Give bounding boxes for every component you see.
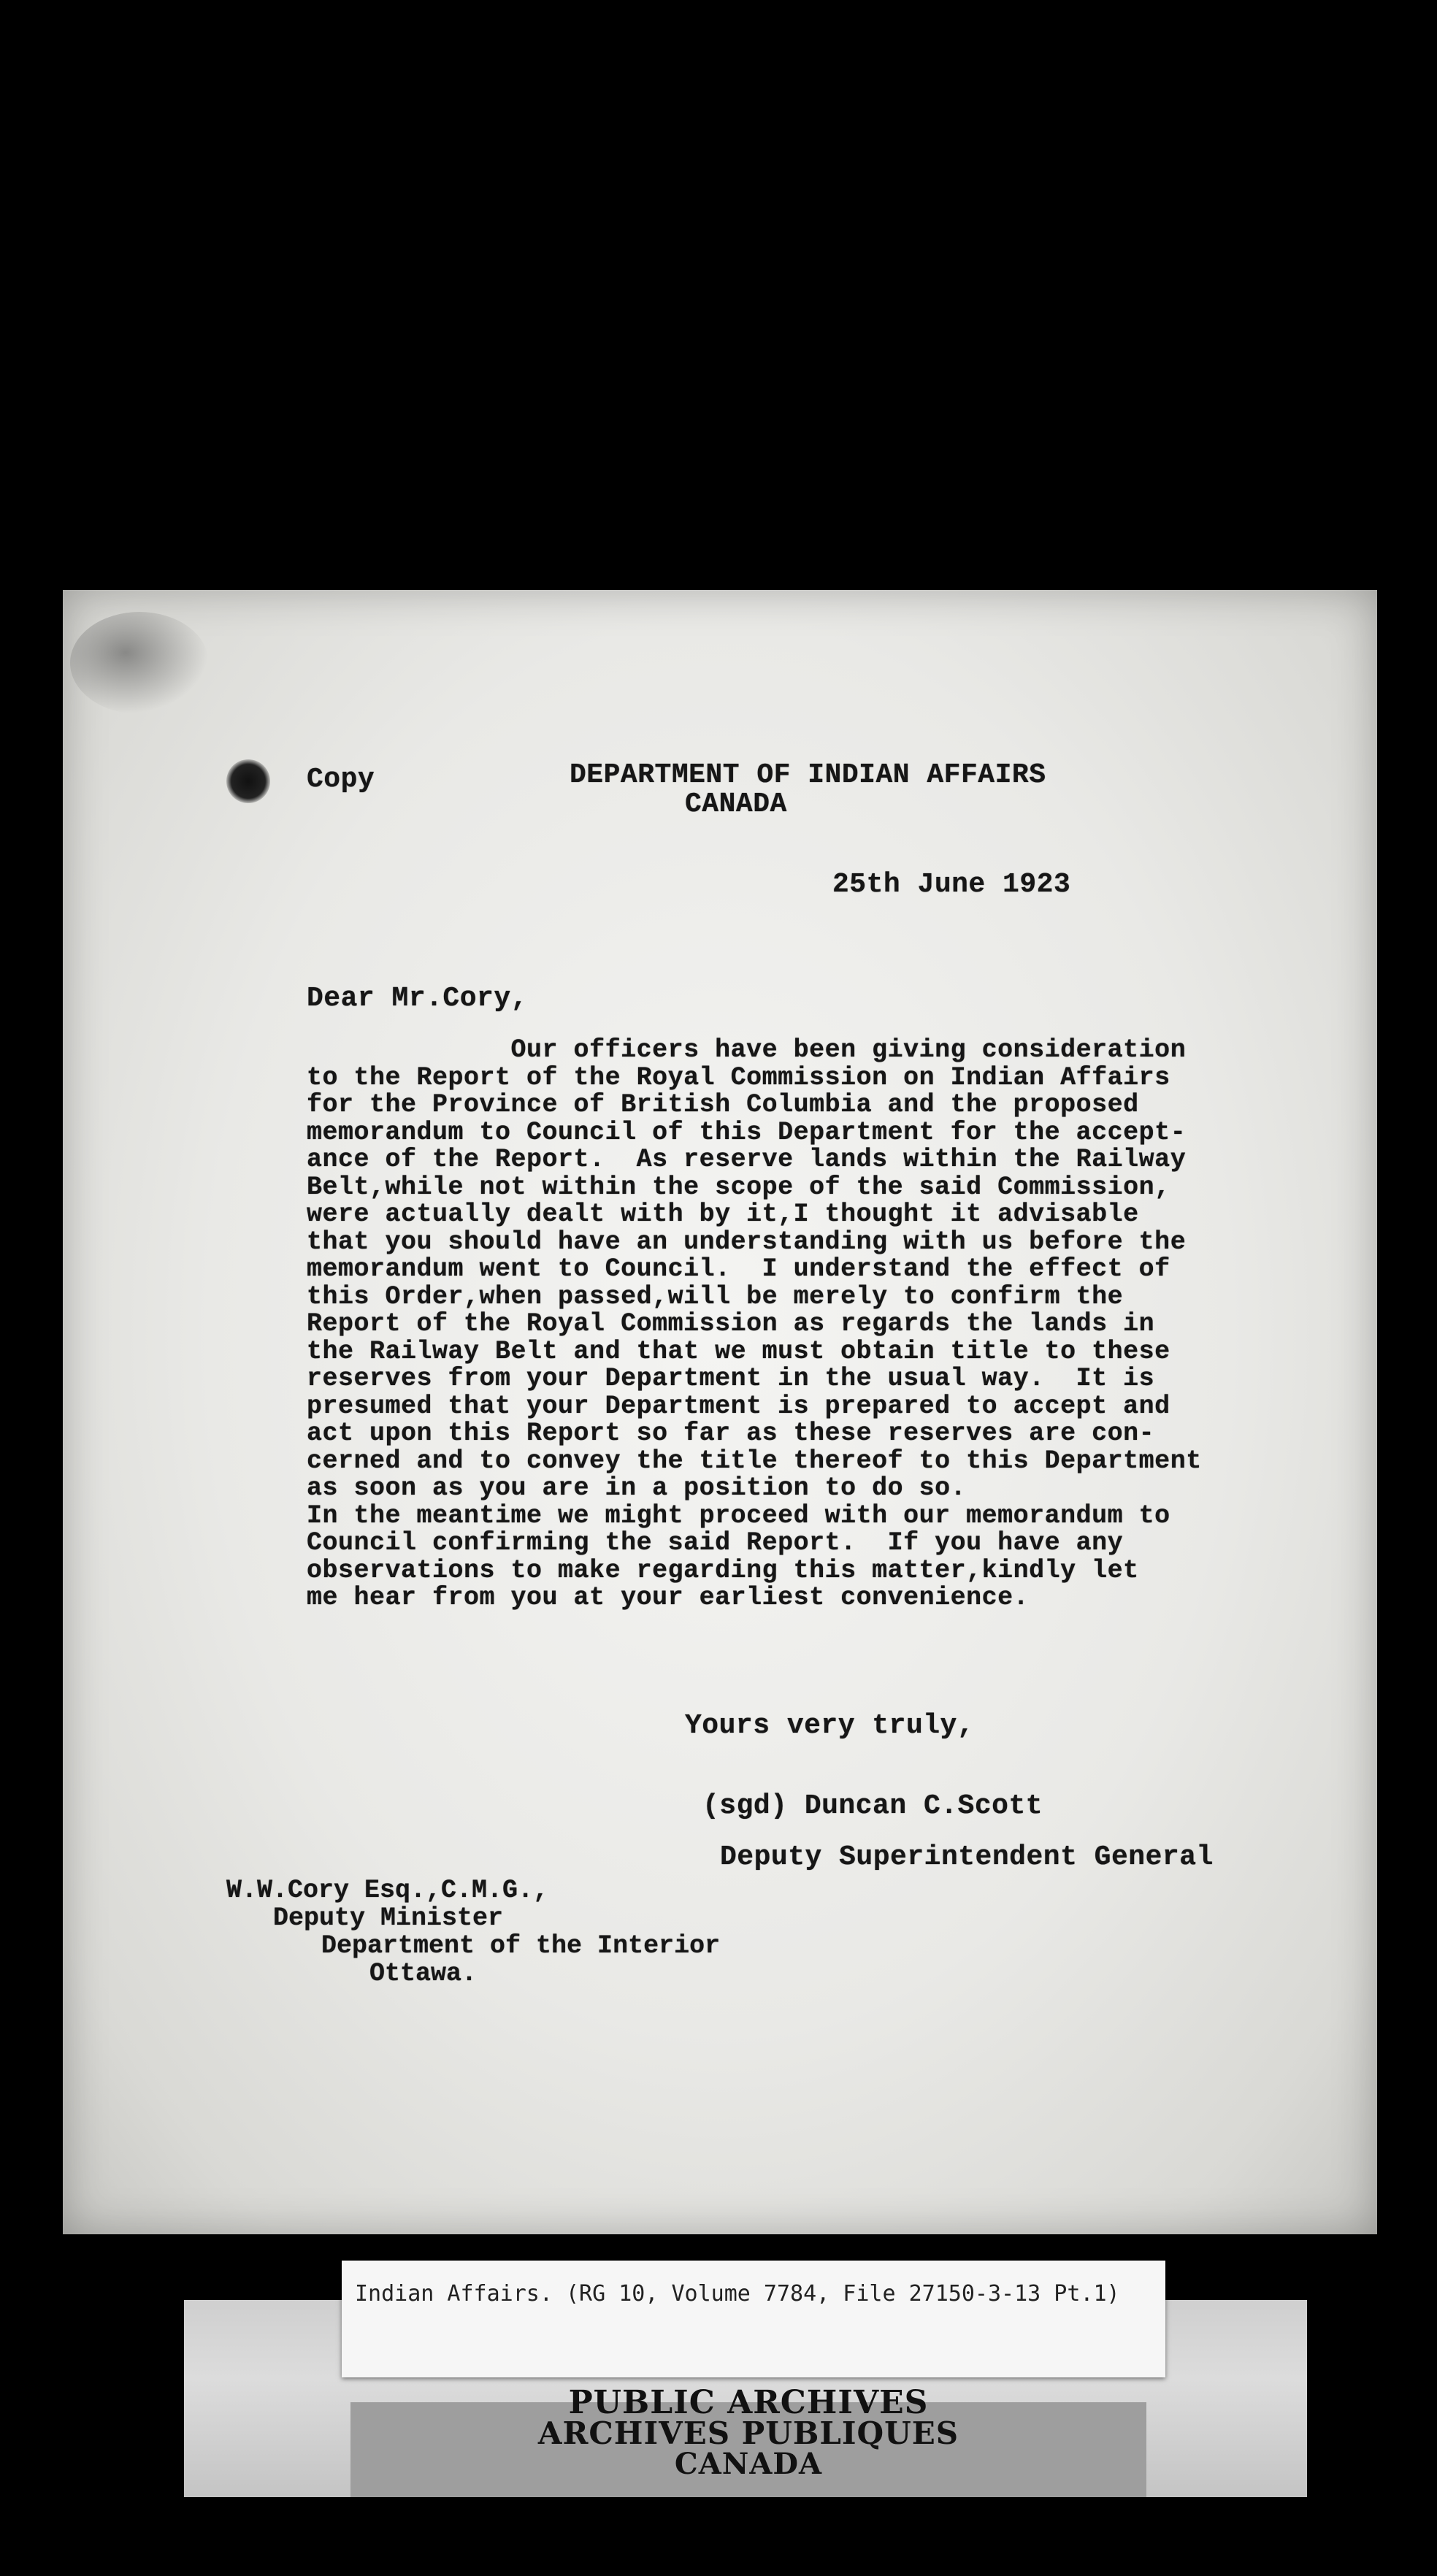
body-line: Our officers have been giving consideration [307,1035,1187,1065]
department-heading: DEPARTMENT OF INDIAN AFFAIRS [570,759,1046,791]
body-line: me hear from you at your earliest convenience. [307,1583,1030,1612]
ink-blot [226,759,270,803]
body-line: ance of the Report. As reserve lands within the Railway [307,1145,1187,1174]
archive-stamp-country: CANADA [674,2447,823,2481]
archive-stamp-french: ARCHIVES PUBLIQUES [537,2415,959,2451]
body-line: observations to make regarding this matter,kindly let [307,1555,1139,1585]
closing: Yours very truly, [685,1710,975,1741]
body-line: the Railway Belt and that we must obtain title to these [307,1336,1170,1366]
letter-page [63,590,1377,2234]
body-line: Report of the Royal Commission as regards the lands in [307,1309,1155,1338]
letter-date: 25th June 1923 [832,869,1071,900]
body-line: act upon this Report so far as these reserves are con- [307,1419,1155,1448]
body-line: memorandum to Council of this Department for the accept- [307,1117,1187,1147]
body-line: In the meantime we might proceed with our memorandum to [307,1500,1170,1530]
archive-reference-label [342,2261,1165,2377]
body-line: to the Report of the Royal Commission on Indian Affairs [307,1062,1170,1092]
body-line: memorandum went to Council. I understand the effect of [307,1254,1170,1284]
body-line: that you should have an understanding with us before the [307,1227,1187,1257]
body-line: reserves from your Department in the usual way. It is [307,1364,1155,1393]
archive-stamp [350,2384,1146,2481]
body-line: for the Province of British Columbia and the proposed [307,1090,1139,1119]
body-line: cerned and to convey the title thereof to this Department [307,1446,1202,1476]
addressee-city: Ottawa. [369,1959,478,1988]
addressee-name: W.W.Cory Esq.,C.M.G., [226,1876,549,1905]
signature: (sgd) Duncan C.Scott [702,1790,1043,1822]
body-line: presumed that your Department is prepared to accept and [307,1391,1170,1421]
body-line: Belt,while not within the scope of the said Commission, [307,1172,1170,1202]
body-line: Council confirming the said Report. If you have any [307,1528,1124,1557]
addressee-position: Deputy Minister [273,1904,504,1933]
department-country: CANADA [685,789,787,820]
salutation: Dear Mr.Cory, [307,983,528,1014]
letter-body [307,1037,1358,1612]
body-line: this Order,when passed,will be merely to confirm the [307,1281,1124,1311]
archive-stamp-english: PUBLIC ARCHIVES [568,2384,929,2421]
paper-smudge [70,612,209,714]
archive-reference-text: Indian Affairs. (RG 10, Volume 7784, File 27150-3-13 Pt.1) [355,2281,1120,2307]
body-line: as soon as you are in a position to do so. [307,1473,967,1503]
signer-title: Deputy Superintendent General [720,1841,1214,1873]
body-line: were actually dealt with by it,I thought it advisable [307,1200,1139,1229]
copy-mark: Copy [307,764,375,795]
addressee-department: Department of the Interior [321,1931,721,1960]
